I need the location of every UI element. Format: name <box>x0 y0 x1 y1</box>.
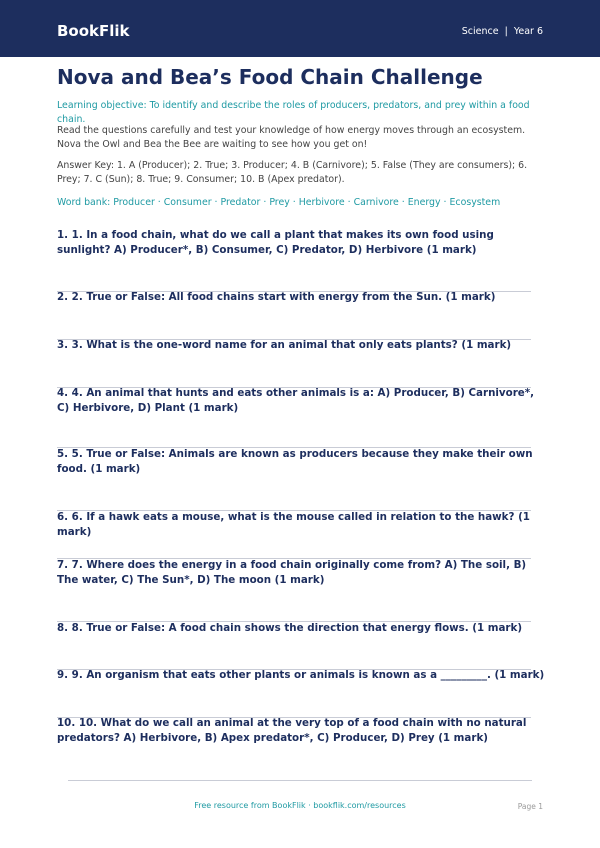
word-bank: Word bank: Producer · Consumer · Predator · Prey · Herbivore · Carnivore · Energy · Ecosystem <box>57 197 501 208</box>
question-text: 3. 3. What is the one-word name for an animal that only eats plants? (1 mark) <box>57 339 512 351</box>
question-7 <box>57 558 547 588</box>
question-text: 10. 10. What do we call an animal at the very top of a food chain with no natural predators? A) Herbivore, B) Apex predator*, C) Producer, D) Prey (1 mark) <box>57 717 527 744</box>
question-10 <box>57 716 547 746</box>
question-5 <box>57 447 547 477</box>
question-text: 2. 2. True or False: All food chains start with energy from the Sun. (1 mark) <box>57 291 496 303</box>
page-title: Nova and Bea’s Food Chain Challenge <box>57 65 483 89</box>
page-header <box>0 0 600 57</box>
question-text: 5. 5. True or False: Animals are known as producers because they make their own food. (1 mark) <box>57 448 533 475</box>
footer-divider <box>68 780 532 781</box>
question-2 <box>57 290 547 305</box>
header-meta <box>462 26 543 38</box>
year-label: Year 6 <box>513 26 543 37</box>
intro-text: Read the questions carefully and test your knowledge of how energy moves through an ecosystem. Nova the Owl and Bea the Bee are waiting to see how you get on! <box>57 125 526 150</box>
footer-resource-link[interactable]: Free resource from BookFlik · bookflik.com/resources <box>194 801 406 810</box>
learning-objective: Learning objective: To identify and describe the roles of producers, predators, and prey within a food chain. <box>57 100 530 125</box>
meta-separator: | <box>504 26 508 37</box>
question-4 <box>57 386 547 416</box>
question-text: 9. 9. An organism that eats other plants or animals is known as a _________. (1 mark) <box>57 669 545 681</box>
question-text: 1. 1. In a food chain, what do we call a plant that makes its own food using sunlight? A) Producer*, B) Consumer, C) Predator, D) Herbivore (1 mark) <box>57 229 494 256</box>
question-6 <box>57 510 547 540</box>
question-1 <box>57 228 547 258</box>
answer-key: Answer Key: 1. A (Producer); 2. True; 3. Producer; 4. B (Carnivore); 5. False (They are consumers); 6. Prey; 7. C (Sun); 8. True; 9. Consumer; 10. B (Apex predator). <box>57 160 528 185</box>
subject-label: Science <box>461 26 499 37</box>
brand-logo[interactable]: BookFlik <box>57 22 130 40</box>
page-number: Page 1 <box>517 802 543 811</box>
question-text: 7. 7. Where does the energy in a food chain originally come from? A) The soil, B) The water, C) The Sun*, D) The moon (1 mark) <box>57 559 527 586</box>
question-8 <box>57 621 547 636</box>
question-text: 6. 6. If a hawk eats a mouse, what is the mouse called in relation to the hawk? (1 mark) <box>57 511 530 538</box>
question-3 <box>57 338 547 353</box>
question-text: 8. 8. True or False: A food chain shows the direction that energy flows. (1 mark) <box>57 622 523 634</box>
question-text: 4. 4. An animal that hunts and eats other animals is a: A) Producer, B) Carnivore*, C) Herbivore, D) Plant (1 mark) <box>57 387 535 414</box>
question-9 <box>57 668 547 683</box>
